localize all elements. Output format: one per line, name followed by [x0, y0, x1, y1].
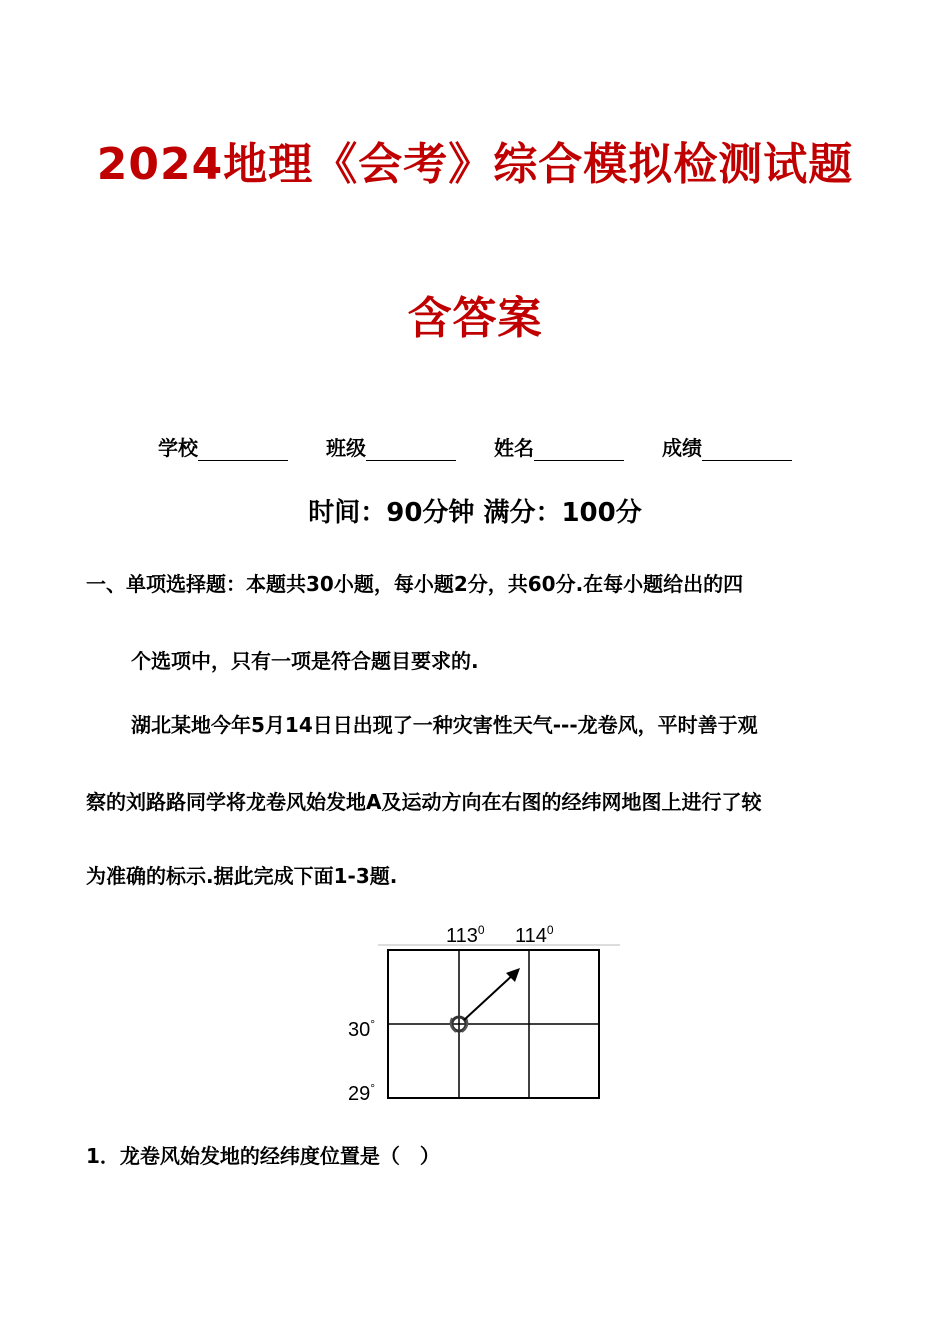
- score-label: 成绩: [662, 436, 702, 460]
- class-field[interactable]: [326, 432, 456, 461]
- class-blank[interactable]: [366, 440, 456, 461]
- school-field[interactable]: [158, 432, 288, 461]
- intro-text-line3: 为准确的标示.据此完成下面1-3题.: [86, 864, 398, 888]
- page-title-line2: 含答案: [407, 293, 543, 344]
- movement-arrow-icon: [464, 968, 520, 1020]
- lat-label-30: 30°: [348, 1017, 376, 1041]
- name-blank[interactable]: [534, 440, 624, 461]
- lon-label-113: $113^0$: [446, 923, 485, 947]
- section-instructions-line2: 个选项中，只有一项是符合题目要求的.: [131, 649, 479, 673]
- lat-lon-grid-map: [340, 912, 630, 1112]
- intro-text-line1: 湖北某地今年5月14日日出现了一种灾害性天气---龙卷风，平时善于观: [131, 713, 758, 737]
- lat-label-29: 29°: [348, 1081, 376, 1105]
- question-1: 1．龙卷风始发地的经纬度位置是（ ）: [86, 1144, 440, 1168]
- intro-text-line2: 察的刘路路同学将龙卷风始发地A及运动方向在右图的经纬网地图上进行了较: [86, 790, 762, 814]
- lon-label-114: $114^0$: [515, 923, 554, 947]
- exam-time-score: 时间：90分钟 满分：100分: [308, 498, 642, 528]
- score-field[interactable]: [662, 432, 792, 461]
- school-blank[interactable]: [198, 440, 288, 461]
- section-instructions-line1: 一、单项选择题：本题共30小题，每小题2分，共60分.在每小题给出的四: [86, 572, 744, 596]
- class-label: 班级: [326, 436, 366, 460]
- student-info-fields: [0, 432, 950, 461]
- name-label: 姓名: [494, 436, 534, 460]
- name-field[interactable]: [494, 432, 624, 461]
- school-label: 学校: [158, 436, 198, 460]
- page-title-line1: 2024地理《会考》综合模拟检测试题: [96, 139, 854, 190]
- score-blank[interactable]: [702, 440, 792, 461]
